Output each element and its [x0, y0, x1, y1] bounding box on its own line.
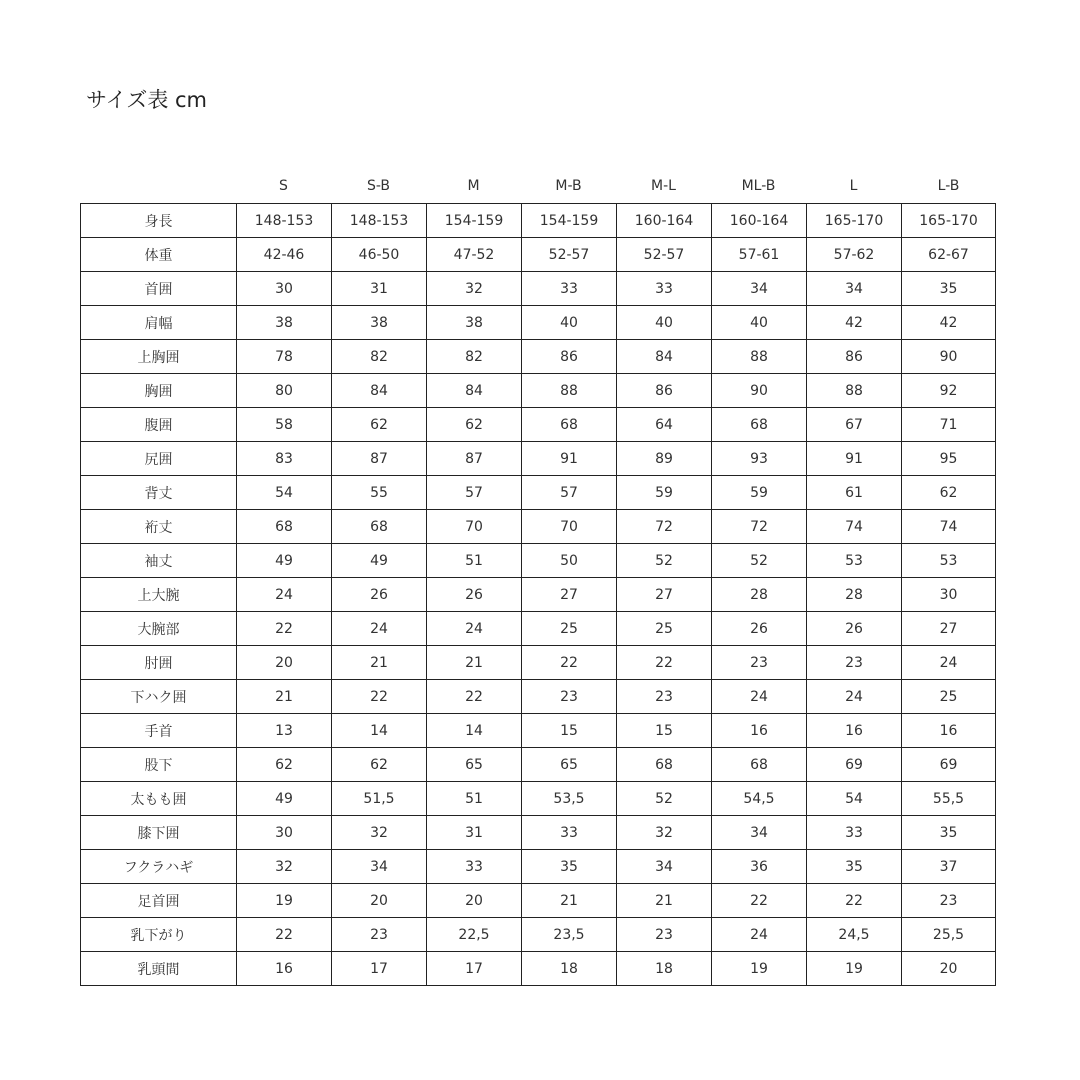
- measurement-value: 51: [427, 782, 522, 816]
- table-row: [81, 612, 996, 646]
- measurement-value: 69: [902, 748, 996, 782]
- page-title: サイズ表 cm: [86, 88, 207, 112]
- measurement-value: 32: [427, 272, 522, 306]
- measurement-value: 24: [427, 612, 522, 646]
- table-row: [81, 748, 996, 782]
- measurement-value: 25,5: [902, 918, 996, 952]
- measurement-value: 40: [522, 306, 617, 340]
- measurement-value: 23: [617, 680, 712, 714]
- measurement-value: 91: [807, 442, 902, 476]
- measurement-value: 53: [807, 544, 902, 578]
- table-row: [81, 272, 996, 306]
- measurement-value: 35: [902, 272, 996, 306]
- measurement-value: 35: [522, 850, 617, 884]
- measurement-value: 30: [902, 578, 996, 612]
- measurement-value: 86: [522, 340, 617, 374]
- measurement-value: 70: [522, 510, 617, 544]
- measurement-value: 17: [427, 952, 522, 986]
- measurement-value: 24: [712, 918, 807, 952]
- measurement-value: 57-62: [807, 238, 902, 272]
- measurement-value: 16: [237, 952, 332, 986]
- measurement-label: 太もも囲: [81, 782, 237, 816]
- measurement-label: 上胸囲: [81, 340, 237, 374]
- measurement-value: 31: [427, 816, 522, 850]
- measurement-value: 148-153: [332, 204, 427, 238]
- measurement-value: 19: [712, 952, 807, 986]
- size-header-ml-b: ML-B: [741, 178, 776, 194]
- measurement-label: 乳頭間: [81, 952, 237, 986]
- measurement-value: 26: [427, 578, 522, 612]
- measurement-value: 21: [522, 884, 617, 918]
- measurement-value: 42: [902, 306, 996, 340]
- measurement-value: 88: [712, 340, 807, 374]
- measurement-value: 24: [807, 680, 902, 714]
- measurement-value: 21: [332, 646, 427, 680]
- measurement-value: 93: [712, 442, 807, 476]
- table-row: [81, 306, 996, 340]
- measurement-label: 股下: [81, 748, 237, 782]
- measurement-value: 38: [237, 306, 332, 340]
- size-header-l: L: [849, 178, 858, 194]
- table-row: [81, 952, 996, 986]
- measurement-value: 68: [522, 408, 617, 442]
- measurement-value: 24: [237, 578, 332, 612]
- measurement-value: 20: [332, 884, 427, 918]
- table-row: [81, 238, 996, 272]
- measurement-label: 袖丈: [81, 544, 237, 578]
- measurement-value: 38: [427, 306, 522, 340]
- measurement-value: 82: [332, 340, 427, 374]
- measurement-value: 46-50: [332, 238, 427, 272]
- measurement-value: 34: [712, 272, 807, 306]
- measurement-value: 21: [237, 680, 332, 714]
- measurement-value: 16: [902, 714, 996, 748]
- measurement-label: 手首: [81, 714, 237, 748]
- measurement-value: 23: [902, 884, 996, 918]
- measurement-value: 65: [522, 748, 617, 782]
- table-row: [81, 884, 996, 918]
- size-header-m: M: [467, 178, 480, 194]
- measurement-value: 59: [712, 476, 807, 510]
- measurement-value: 84: [617, 340, 712, 374]
- measurement-value: 25: [902, 680, 996, 714]
- measurement-value: 42: [807, 306, 902, 340]
- measurement-value: 92: [902, 374, 996, 408]
- measurement-value: 72: [712, 510, 807, 544]
- measurement-value: 37: [902, 850, 996, 884]
- measurement-value: 50: [522, 544, 617, 578]
- measurement-value: 57-61: [712, 238, 807, 272]
- measurement-value: 35: [807, 850, 902, 884]
- measurement-label: 胸囲: [81, 374, 237, 408]
- size-header-s-b: S-B: [366, 178, 391, 194]
- measurement-value: 22: [712, 884, 807, 918]
- measurement-value: 165-170: [807, 204, 902, 238]
- table-row: [81, 782, 996, 816]
- measurement-value: 52-57: [617, 238, 712, 272]
- table-row: [81, 544, 996, 578]
- measurement-value: 16: [712, 714, 807, 748]
- measurement-value: 34: [617, 850, 712, 884]
- measurement-value: 25: [617, 612, 712, 646]
- measurement-label: 膝下囲: [81, 816, 237, 850]
- measurement-value: 21: [427, 646, 522, 680]
- measurement-value: 22: [617, 646, 712, 680]
- measurement-label: 肘囲: [81, 646, 237, 680]
- measurement-value: 89: [617, 442, 712, 476]
- measurement-value: 24,5: [807, 918, 902, 952]
- measurement-value: 62: [902, 476, 996, 510]
- measurement-value: 28: [807, 578, 902, 612]
- size-header-m-l: M-L: [651, 178, 676, 194]
- measurement-value: 47-52: [427, 238, 522, 272]
- measurement-value: 87: [332, 442, 427, 476]
- measurement-value: 55: [332, 476, 427, 510]
- measurement-value: 51,5: [332, 782, 427, 816]
- measurement-value: 34: [807, 272, 902, 306]
- measurement-value: 52-57: [522, 238, 617, 272]
- measurement-value: 57: [522, 476, 617, 510]
- measurement-value: 23,5: [522, 918, 617, 952]
- measurement-value: 49: [237, 544, 332, 578]
- measurement-value: 26: [332, 578, 427, 612]
- table-row: [81, 204, 996, 238]
- measurement-value: 80: [237, 374, 332, 408]
- measurement-value: 22: [237, 612, 332, 646]
- measurement-value: 30: [237, 816, 332, 850]
- measurement-value: 54: [237, 476, 332, 510]
- measurement-value: 20: [237, 646, 332, 680]
- measurement-value: 154-159: [427, 204, 522, 238]
- size-header-m-b: M-B: [555, 178, 582, 194]
- measurement-value: 59: [617, 476, 712, 510]
- size-header-l-b: L-B: [937, 178, 960, 194]
- measurement-value: 65: [427, 748, 522, 782]
- measurement-value: 36: [712, 850, 807, 884]
- measurement-label: 上大腕: [81, 578, 237, 612]
- measurement-value: 88: [807, 374, 902, 408]
- measurement-value: 32: [237, 850, 332, 884]
- measurement-value: 71: [902, 408, 996, 442]
- measurement-label: 体重: [81, 238, 237, 272]
- measurement-value: 28: [712, 578, 807, 612]
- measurement-value: 91: [522, 442, 617, 476]
- measurement-value: 67: [807, 408, 902, 442]
- measurement-label: フクラハギ: [81, 850, 237, 884]
- measurement-value: 34: [332, 850, 427, 884]
- measurement-value: 88: [522, 374, 617, 408]
- measurement-value: 22: [237, 918, 332, 952]
- measurement-value: 74: [807, 510, 902, 544]
- measurement-label: 身長: [81, 204, 237, 238]
- measurement-value: 18: [617, 952, 712, 986]
- table-row: [81, 816, 996, 850]
- measurement-value: 165-170: [902, 204, 996, 238]
- measurement-value: 148-153: [237, 204, 332, 238]
- measurement-value: 22,5: [427, 918, 522, 952]
- measurement-value: 24: [332, 612, 427, 646]
- measurement-value: 62: [332, 748, 427, 782]
- size-table: [80, 203, 996, 986]
- measurement-value: 74: [902, 510, 996, 544]
- table-row: [81, 850, 996, 884]
- measurement-value: 68: [712, 748, 807, 782]
- table-row: [81, 578, 996, 612]
- measurement-value: 35: [902, 816, 996, 850]
- measurement-value: 72: [617, 510, 712, 544]
- measurement-value: 20: [902, 952, 996, 986]
- measurement-value: 15: [617, 714, 712, 748]
- measurement-value: 42-46: [237, 238, 332, 272]
- measurement-value: 54: [807, 782, 902, 816]
- measurement-value: 24: [712, 680, 807, 714]
- measurement-label: 尻囲: [81, 442, 237, 476]
- measurement-value: 34: [712, 816, 807, 850]
- measurement-value: 84: [427, 374, 522, 408]
- measurement-value: 22: [332, 680, 427, 714]
- measurement-value: 52: [617, 544, 712, 578]
- measurement-value: 40: [617, 306, 712, 340]
- measurement-value: 160-164: [712, 204, 807, 238]
- measurement-label: 下ハク囲: [81, 680, 237, 714]
- measurement-value: 68: [617, 748, 712, 782]
- measurement-value: 86: [617, 374, 712, 408]
- measurement-label: 大腕部: [81, 612, 237, 646]
- measurement-value: 90: [902, 340, 996, 374]
- measurement-value: 68: [712, 408, 807, 442]
- measurement-value: 13: [237, 714, 332, 748]
- measurement-value: 22: [427, 680, 522, 714]
- measurement-value: 33: [427, 850, 522, 884]
- measurement-label: 肩幅: [81, 306, 237, 340]
- measurement-value: 40: [712, 306, 807, 340]
- size-header-s: S: [279, 178, 288, 194]
- measurement-value: 22: [807, 884, 902, 918]
- measurement-value: 78: [237, 340, 332, 374]
- measurement-value: 27: [617, 578, 712, 612]
- measurement-value: 22: [522, 646, 617, 680]
- measurement-value: 90: [712, 374, 807, 408]
- measurement-value: 64: [617, 408, 712, 442]
- measurement-value: 52: [617, 782, 712, 816]
- measurement-value: 26: [712, 612, 807, 646]
- measurement-value: 23: [332, 918, 427, 952]
- measurement-value: 30: [237, 272, 332, 306]
- measurement-value: 54,5: [712, 782, 807, 816]
- measurement-value: 24: [902, 646, 996, 680]
- measurement-value: 23: [617, 918, 712, 952]
- measurement-value: 68: [332, 510, 427, 544]
- measurement-value: 33: [522, 816, 617, 850]
- measurement-value: 18: [522, 952, 617, 986]
- measurement-value: 95: [902, 442, 996, 476]
- measurement-value: 14: [427, 714, 522, 748]
- measurement-value: 49: [332, 544, 427, 578]
- table-row: [81, 340, 996, 374]
- measurement-value: 19: [237, 884, 332, 918]
- measurement-value: 68: [237, 510, 332, 544]
- measurement-value: 26: [807, 612, 902, 646]
- measurement-value: 32: [617, 816, 712, 850]
- measurement-value: 21: [617, 884, 712, 918]
- measurement-value: 32: [332, 816, 427, 850]
- measurement-label: 背丈: [81, 476, 237, 510]
- measurement-value: 70: [427, 510, 522, 544]
- measurement-value: 38: [332, 306, 427, 340]
- measurement-value: 25: [522, 612, 617, 646]
- measurement-value: 69: [807, 748, 902, 782]
- measurement-value: 160-164: [617, 204, 712, 238]
- table-row: [81, 476, 996, 510]
- measurement-value: 82: [427, 340, 522, 374]
- measurement-value: 27: [522, 578, 617, 612]
- measurement-value: 62: [237, 748, 332, 782]
- measurement-value: 61: [807, 476, 902, 510]
- size-header-row: [80, 170, 994, 202]
- measurement-value: 23: [712, 646, 807, 680]
- table-row: [81, 714, 996, 748]
- measurement-value: 154-159: [522, 204, 617, 238]
- measurement-value: 55,5: [902, 782, 996, 816]
- measurement-value: 49: [237, 782, 332, 816]
- measurement-value: 33: [617, 272, 712, 306]
- table-row: [81, 646, 996, 680]
- measurement-value: 57: [427, 476, 522, 510]
- measurement-value: 33: [807, 816, 902, 850]
- measurement-label: 裄丈: [81, 510, 237, 544]
- measurement-label: 乳下がり: [81, 918, 237, 952]
- table-row: [81, 680, 996, 714]
- measurement-value: 17: [332, 952, 427, 986]
- measurement-value: 53,5: [522, 782, 617, 816]
- measurement-value: 20: [427, 884, 522, 918]
- measurement-value: 14: [332, 714, 427, 748]
- measurement-value: 23: [807, 646, 902, 680]
- measurement-label: 腹囲: [81, 408, 237, 442]
- table-row: [81, 510, 996, 544]
- size-table-body: [81, 204, 996, 986]
- measurement-value: 62: [427, 408, 522, 442]
- measurement-value: 83: [237, 442, 332, 476]
- measurement-value: 58: [237, 408, 332, 442]
- measurement-value: 84: [332, 374, 427, 408]
- measurement-value: 16: [807, 714, 902, 748]
- measurement-value: 31: [332, 272, 427, 306]
- measurement-value: 23: [522, 680, 617, 714]
- measurement-value: 86: [807, 340, 902, 374]
- table-row: [81, 918, 996, 952]
- measurement-value: 62: [332, 408, 427, 442]
- measurement-value: 52: [712, 544, 807, 578]
- measurement-value: 27: [902, 612, 996, 646]
- measurement-label: 首囲: [81, 272, 237, 306]
- measurement-value: 87: [427, 442, 522, 476]
- measurement-value: 19: [807, 952, 902, 986]
- table-row: [81, 408, 996, 442]
- table-row: [81, 374, 996, 408]
- table-row: [81, 442, 996, 476]
- measurement-value: 33: [522, 272, 617, 306]
- measurement-value: 53: [902, 544, 996, 578]
- measurement-value: 15: [522, 714, 617, 748]
- measurement-value: 62-67: [902, 238, 996, 272]
- measurement-value: 51: [427, 544, 522, 578]
- measurement-label: 足首囲: [81, 884, 237, 918]
